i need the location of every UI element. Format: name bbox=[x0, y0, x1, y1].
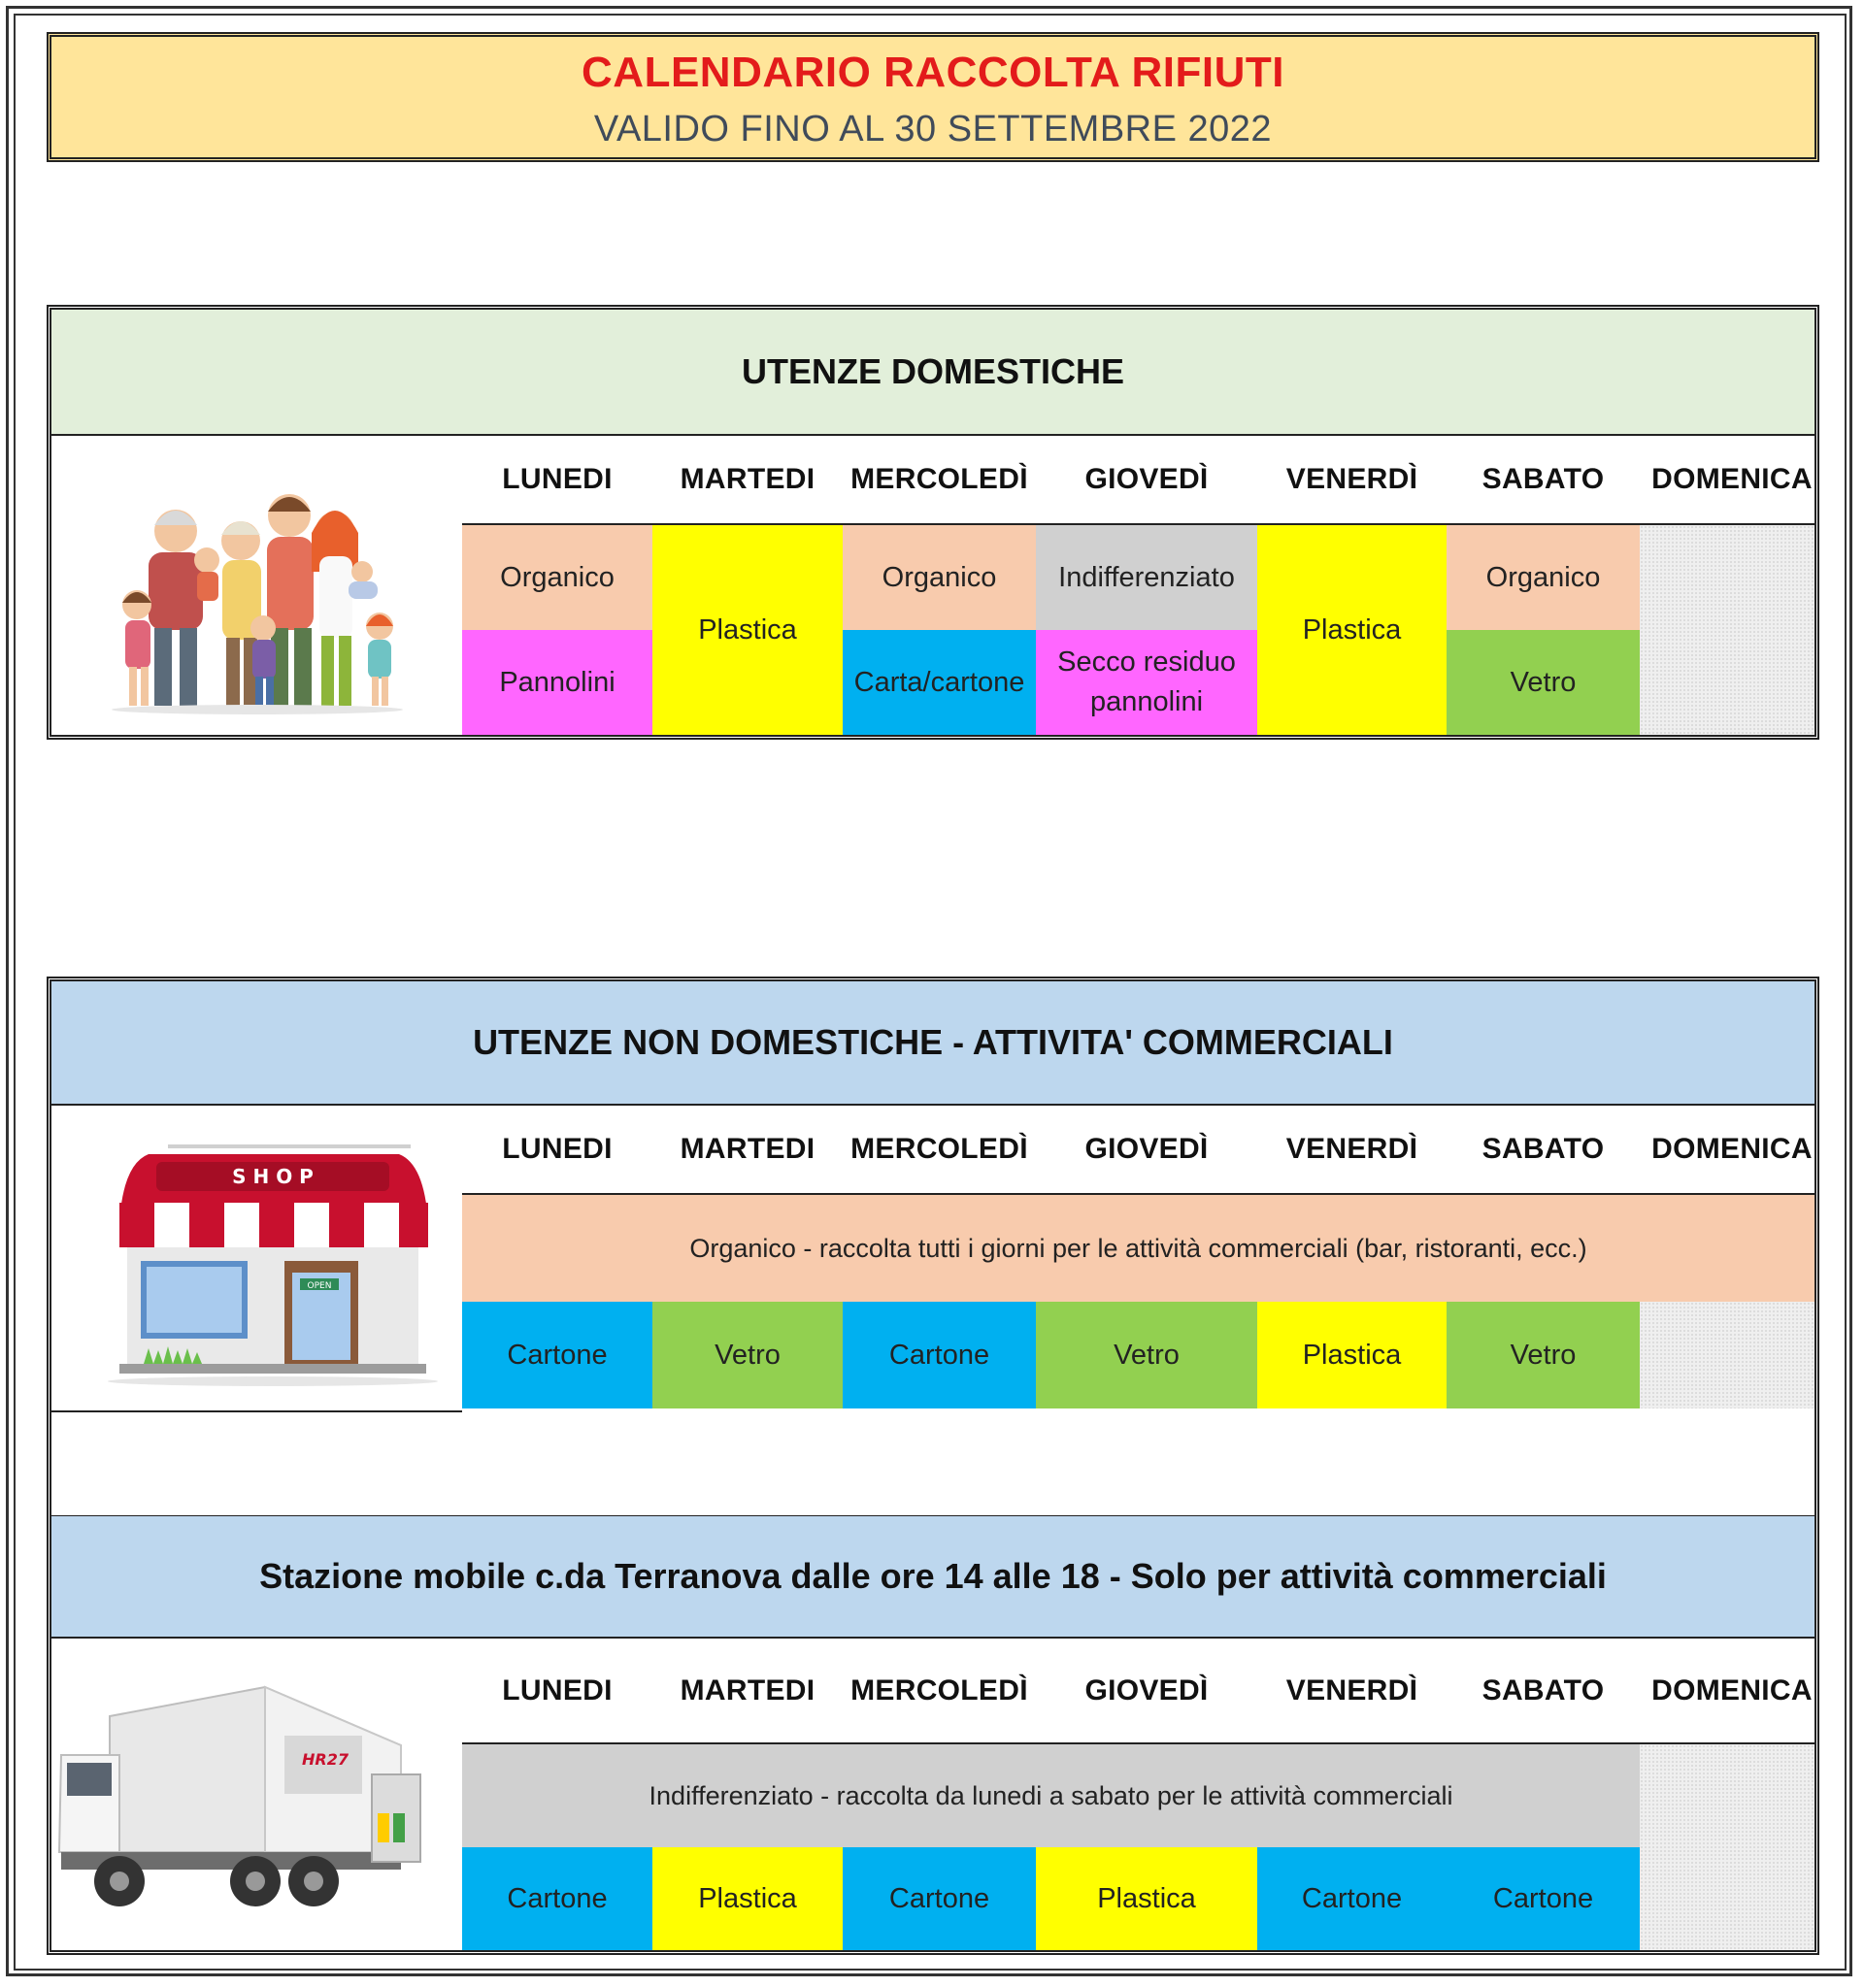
day-sabato: SABATO bbox=[1481, 463, 1605, 495]
weekday-header-commerciali bbox=[462, 1106, 1814, 1195]
day-lunedi: LUNEDI bbox=[502, 1673, 613, 1706]
day-lunedi: LUNEDI bbox=[502, 1133, 613, 1165]
weekday-header-domestiche bbox=[462, 436, 1814, 525]
day-domenica: DOMENICA bbox=[1651, 1673, 1813, 1706]
page-subtitle: VALIDO FINO AL 30 SETTEMBRE 2022 bbox=[593, 109, 1273, 149]
day-martedi: MARTEDI bbox=[680, 463, 816, 495]
family-icon bbox=[51, 436, 462, 735]
day-mercoledi: MERCOLEDÌ bbox=[850, 1673, 1028, 1706]
day-lunedi: LUNEDI bbox=[502, 463, 613, 495]
day-mercoledi: MERCOLEDÌ bbox=[850, 1133, 1028, 1165]
cell-com-sat: Vetro bbox=[1447, 1302, 1640, 1408]
day-sabato: SABATO bbox=[1481, 1133, 1605, 1165]
day-martedi: MARTEDI bbox=[680, 1133, 816, 1165]
cell-com-thu: Vetro bbox=[1036, 1302, 1257, 1408]
cell-com-wed: Cartone bbox=[843, 1302, 1036, 1408]
title-banner bbox=[47, 32, 1819, 162]
family-illustration bbox=[51, 436, 462, 735]
cell-tue-plastica: Plastica bbox=[652, 525, 843, 735]
cell-wed-organico: Organico bbox=[843, 525, 1036, 630]
cell-sat-organico: Organico bbox=[1447, 525, 1640, 630]
weekday-header-stazione bbox=[462, 1639, 1814, 1744]
cell-thu-indifferenziato: Indifferenziato bbox=[1036, 525, 1257, 630]
cell-sta-wed: Cartone bbox=[843, 1847, 1036, 1950]
day-sabato: SABATO bbox=[1481, 1673, 1605, 1706]
day-venerdi: VENERDÌ bbox=[1285, 1673, 1418, 1706]
shop-icon bbox=[51, 1106, 462, 1407]
row-indifferenziato: Indifferenziato - raccolta da lunedi a sabato per le attività commerciali bbox=[462, 1744, 1640, 1847]
svg-text:OPEN: OPEN bbox=[307, 1281, 332, 1291]
day-venerdi: VENERDÌ bbox=[1285, 1133, 1418, 1165]
cell-sta-mon: Cartone bbox=[462, 1847, 652, 1950]
day-mercoledi: MERCOLEDÌ bbox=[850, 463, 1028, 495]
garbage-truck-illustration bbox=[51, 1639, 462, 1950]
truck-icon bbox=[51, 1639, 462, 1950]
cell-sta-tue: Plastica bbox=[652, 1847, 843, 1950]
row-organico-daily: Organico - raccolta tutti i giorni per le attività commerciali (bar, ristoranti, ecc.) bbox=[462, 1195, 1814, 1302]
cell-thu-secco-residuo: Secco residuo pannolini bbox=[1036, 630, 1257, 735]
section-commerciali bbox=[47, 977, 1819, 1955]
day-giovedi: GIOVEDÌ bbox=[1084, 1133, 1209, 1165]
day-domenica: DOMENICA bbox=[1651, 463, 1813, 495]
cell-sta-fri: Cartone bbox=[1257, 1847, 1447, 1950]
cell-wed-carta-cartone: Carta/cartone bbox=[843, 630, 1036, 735]
day-domenica: DOMENICA bbox=[1651, 1133, 1813, 1165]
cell-mon-pannolini: Pannolini bbox=[462, 630, 652, 735]
cell-sta-sat: Cartone bbox=[1447, 1847, 1640, 1950]
cell-mon-organico: Organico bbox=[462, 525, 652, 630]
cell-com-fri: Plastica bbox=[1257, 1302, 1447, 1408]
page-title: CALENDARIO RACCOLTA RIFIUTI bbox=[582, 49, 1284, 96]
cell-sta-thu: Plastica bbox=[1036, 1847, 1257, 1950]
section-title-stazione: Stazione mobile c.da Terranova dalle ore 14 alle 18 - Solo per attività commerciali bbox=[51, 1516, 1814, 1639]
cell-sun-empty bbox=[1640, 525, 1814, 735]
section-domestiche bbox=[47, 305, 1819, 740]
cell-fri-plastica: Plastica bbox=[1257, 525, 1447, 735]
section-title-domestiche: UTENZE DOMESTICHE bbox=[51, 310, 1814, 436]
section-title-commerciali: UTENZE NON DOMESTICHE - ATTIVITA' COMMERCIALI bbox=[51, 981, 1814, 1106]
day-giovedi: GIOVEDÌ bbox=[1084, 463, 1209, 495]
cell-com-tue: Vetro bbox=[652, 1302, 843, 1408]
cell-com-mon: Cartone bbox=[462, 1302, 652, 1408]
shop-illustration bbox=[51, 1106, 462, 1412]
cell-sat-vetro: Vetro bbox=[1447, 630, 1640, 735]
svg-text:S H O P: S H O P bbox=[232, 1165, 314, 1188]
day-giovedi: GIOVEDÌ bbox=[1084, 1673, 1209, 1706]
cell-com-sun-empty bbox=[1640, 1302, 1814, 1408]
svg-text:HR27: HR27 bbox=[302, 1750, 349, 1769]
day-martedi: MARTEDI bbox=[680, 1673, 816, 1706]
cell-sta-sun-empty bbox=[1640, 1744, 1814, 1950]
day-venerdi: VENERDÌ bbox=[1285, 463, 1418, 495]
